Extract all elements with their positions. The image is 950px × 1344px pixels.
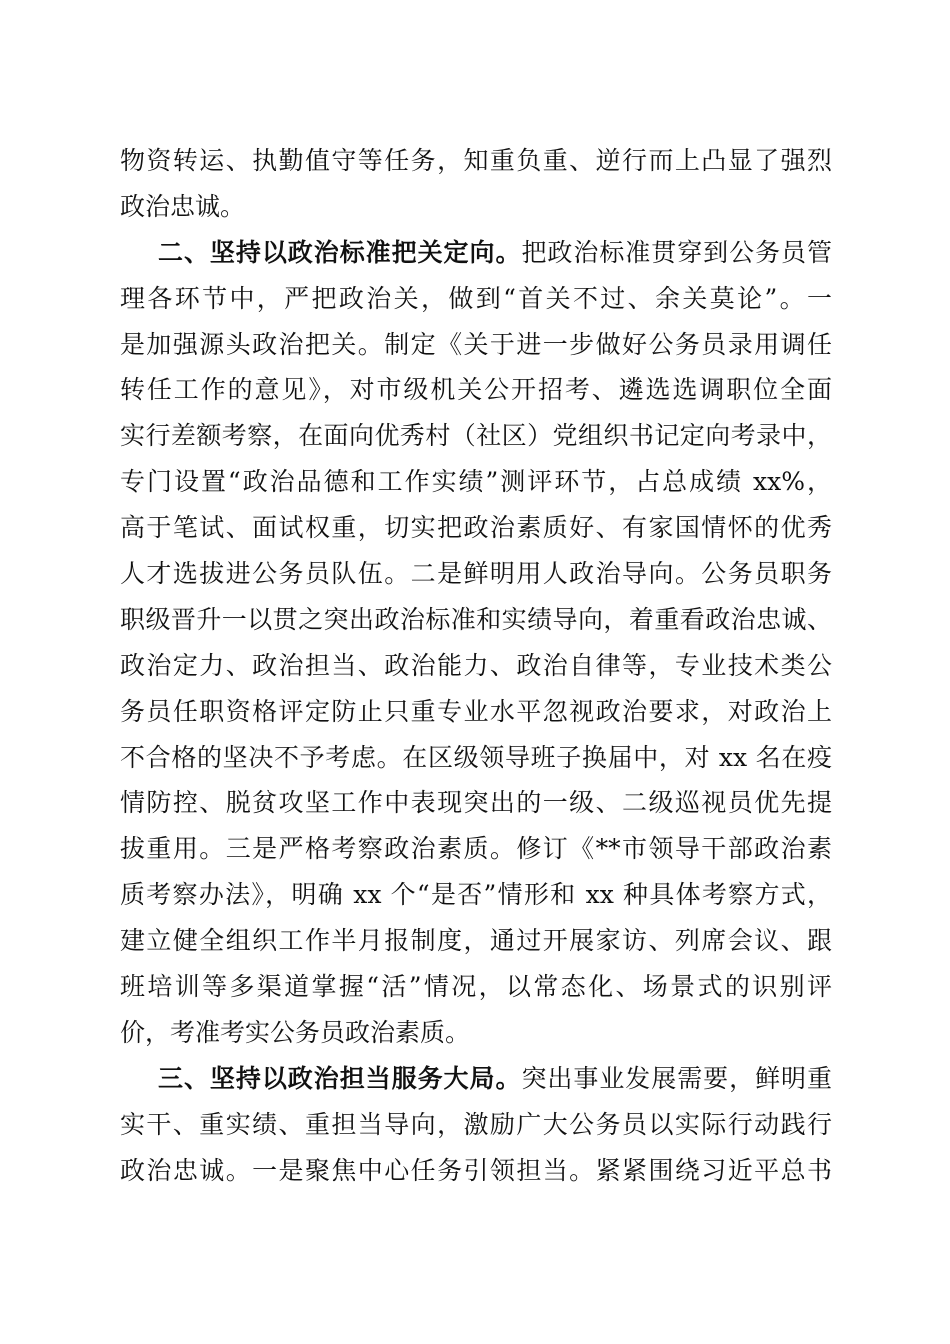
- paragraph-2-line: 人才选拔进公务员队伍。二是鲜明用人政治导向。公务员职务: [120, 559, 832, 589]
- paragraph-3-line: 实干、重实绩、重担当导向，激励广大公务员以实际行动践行: [120, 1109, 832, 1139]
- paragraph-2-line: 理各环节中，严把政治关，做到“首关不过、余关莫论”。一: [120, 283, 832, 313]
- paragraph-2-line: 实行差额考察，在面向优秀村（社区）党组织书记定向考录中，: [120, 421, 832, 451]
- section-heading-2: 二、坚持以政治标准把关定向。: [158, 237, 522, 267]
- paragraph-2-line-1-text: 把政治标准贯穿到公务员管: [521, 237, 832, 267]
- paragraph-2-line: 职级晋升一以贯之突出政治标准和实绩导向，着重看政治忠诚、: [120, 604, 832, 634]
- paragraph-3-line-1: [120, 1056, 832, 1102]
- paragraph-2-line: 情防控、脱贫攻坚工作中表现突出的一级、二级巡视员优先提: [120, 788, 832, 818]
- paragraph-2-line: 高于笔试、面试权重，切实把政治素质好、有家国情怀的优秀: [120, 513, 832, 543]
- paragraph-2-line: 拔重用。三是严格考察政治素质。修订《**市领导干部政治素: [120, 834, 832, 864]
- paragraph-2-line-1: [120, 230, 832, 276]
- paragraph-2-line: 专门设置“政治品德和工作实绩”测评环节，占总成绩 xx%，: [120, 467, 832, 497]
- paragraph-2-line: 建立健全组织工作半月报制度，通过开展家访、列席会议、跟: [120, 926, 832, 956]
- paragraph-2-line: 价，考准考实公务员政治素质。: [120, 1017, 471, 1047]
- paragraph-2-line: 务员任职资格评定防止只重专业水平忽视政治要求，对政治上: [120, 696, 832, 726]
- paragraph-2-line: 质考察办法》，明确 xx 个“是否”情形和 xx 种具体考察方式，: [120, 880, 832, 910]
- paragraph-3-line-1-text: 突出事业发展需要，鲜明重: [521, 1063, 832, 1093]
- paragraph-2-line: 是加强源头政治把关。制定《关于进一步做好公务员录用调任: [120, 329, 832, 359]
- paragraph-2-line: 政治定力、政治担当、政治能力、政治自律等，专业技术类公: [120, 650, 832, 680]
- paragraph-2-line: 转任工作的意见》，对市级机关公开招考、遴选选调职位全面: [120, 375, 832, 405]
- body-text: [120, 138, 832, 1193]
- section-heading-3: 三、坚持以政治担当服务大局。: [158, 1063, 522, 1093]
- paragraph-3-line: 政治忠诚。一是聚焦中心任务引领担当。紧紧围绕习近平总书: [120, 1155, 832, 1185]
- paragraph-1-line-2: 政治忠诚。: [120, 191, 246, 221]
- paragraph-1-line-1: 物资转运、执勤值守等任务，知重负重、逆行而上凸显了强烈: [120, 146, 832, 175]
- paragraph-2-line: 班培训等多渠道掌握“活”情况，以常态化、场景式的识别评: [120, 972, 832, 1002]
- paragraph-2-line: 不合格的坚决不予考虑。在区级领导班子换届中，对 xx 名在疫: [120, 742, 832, 772]
